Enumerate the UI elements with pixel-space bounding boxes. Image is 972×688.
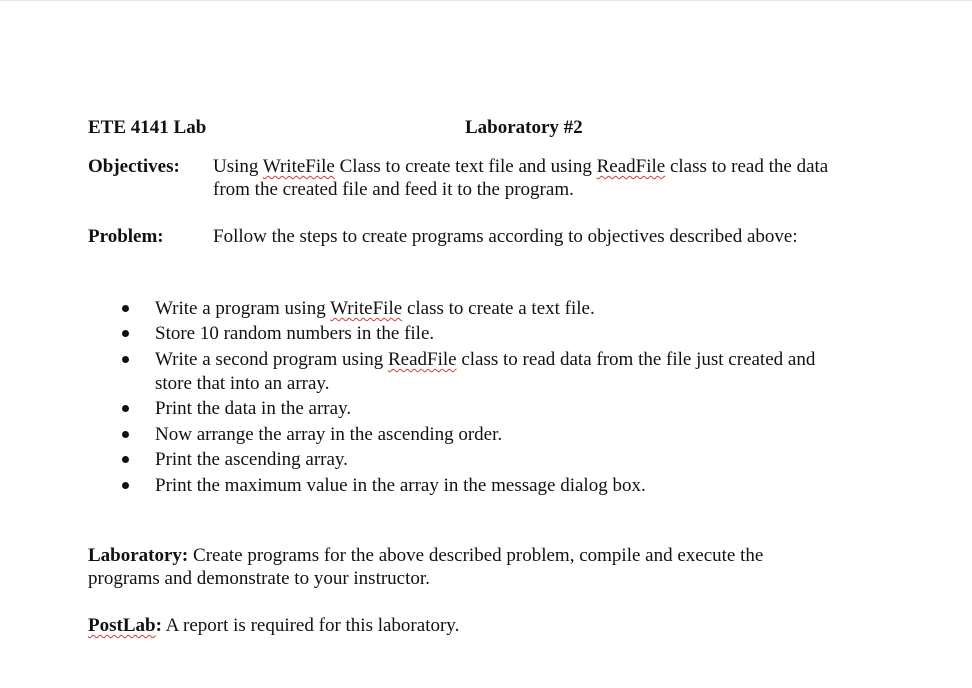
postlab-text: A report is required for this laboratory. — [161, 615, 460, 636]
objectives-text-part: Class to create text file and using — [334, 156, 597, 177]
bullet-icon — [122, 356, 129, 363]
laboratory-line-2: programs and demonstrate to your instructor. — [88, 568, 430, 589]
laboratory-text: Create programs for the above described problem, compile and execute the — [188, 545, 764, 566]
list-item: Print the maximum value in the array in the message dialog box. — [155, 475, 646, 496]
objectives-text-part: class to read the data — [665, 156, 829, 177]
objectives-line-1 — [213, 156, 828, 178]
bullet-icon — [122, 431, 129, 438]
lab-title: Laboratory #2 — [465, 117, 583, 138]
list-item-text: class to read data from the file just created and — [456, 349, 816, 370]
postlab-line — [88, 615, 459, 637]
postlab-colon: : — [155, 615, 162, 636]
page-top-border — [0, 0, 972, 1]
list-item-text: Write a program using — [155, 298, 331, 319]
bullet-icon — [122, 405, 129, 412]
objectives-label: Objectives: — [88, 156, 180, 177]
list-item: Print the data in the array. — [155, 398, 352, 419]
problem-label: Problem: — [88, 226, 164, 247]
bullet-icon — [122, 456, 129, 463]
list-item — [155, 298, 595, 320]
writefile-term: WriteFile — [262, 156, 335, 177]
course-code: ETE 4141 Lab — [88, 117, 207, 138]
bullet-icon — [122, 305, 129, 312]
list-item: Now arrange the array in the ascending order. — [155, 424, 503, 445]
list-item-text: Write a second program using — [155, 349, 388, 370]
list-item — [155, 349, 815, 371]
objectives-text-part: Using — [213, 156, 263, 177]
objectives-line-2: from the created file and feed it to the program. — [213, 179, 574, 200]
list-item: Print the ascending array. — [155, 449, 348, 470]
laboratory-line-1 — [88, 545, 763, 567]
readfile-term: ReadFile — [596, 156, 666, 177]
list-item-text: class to create a text file. — [402, 298, 595, 319]
list-item-continuation: store that into an array. — [155, 373, 330, 394]
postlab-label: PostLab — [88, 615, 156, 636]
list-item: Store 10 random numbers in the file. — [155, 323, 435, 344]
problem-text: Follow the steps to create programs according to objectives described above: — [213, 226, 798, 247]
laboratory-label: Laboratory: — [88, 545, 189, 566]
bullet-icon — [122, 482, 129, 489]
writefile-term: WriteFile — [330, 298, 403, 319]
readfile-term: ReadFile — [387, 349, 457, 370]
bullet-icon — [122, 330, 129, 337]
